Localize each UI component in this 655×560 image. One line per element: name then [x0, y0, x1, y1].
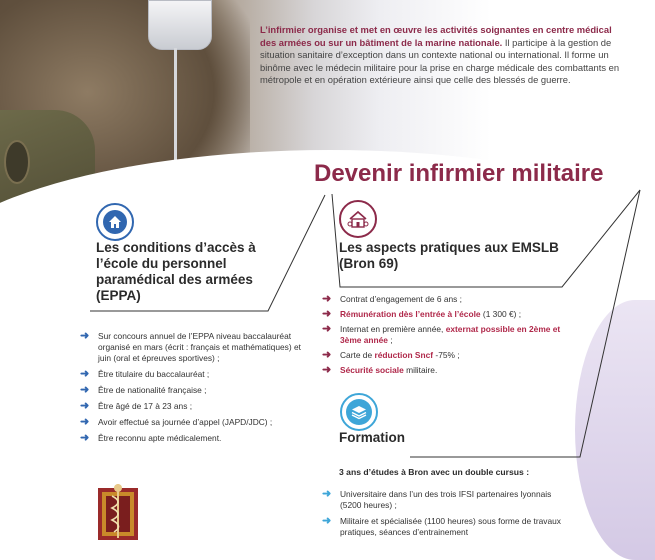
layers-icon-circle [340, 393, 378, 431]
home-icon [108, 215, 122, 229]
arrow-icon: ➜ [80, 432, 90, 444]
arrow-icon: ➜ [322, 364, 332, 376]
arrow-icon: ➜ [322, 323, 332, 335]
list-item: ➜ Carte de réduction Sncf -75% ; [322, 349, 460, 361]
arrow-icon: ➜ [80, 384, 90, 396]
list-item: ➜ Être reconnu apte médicalement. [80, 432, 222, 444]
list-item: ➜ Avoir effectué sa journée d’appel (JAPD/JDC) ; [80, 416, 273, 428]
list-item: ➜ Sécurité sociale militaire. [322, 364, 438, 376]
training-list [322, 489, 572, 543]
list-item: ➜ Contrat d’engagement de 6 ans ; [322, 293, 462, 305]
list-item: ➜ Sur concours annuel de l’EPPA niveau baccalauréat organisé en mars (écrit : français et mathématiques) et juin (oral et épreuves sportives) ; [80, 330, 301, 363]
arrow-icon: ➜ [322, 515, 332, 527]
house-icon-circle [339, 200, 377, 238]
list-item: ➜ Rémunération dès l’entrée à l’école (1 300 €) ; [322, 308, 522, 320]
section-training-title: Formation [339, 430, 405, 445]
arrow-icon: ➜ [322, 488, 332, 500]
arrow-icon: ➜ [80, 400, 90, 412]
arrow-icon: ➜ [322, 308, 332, 320]
list-item: ➜ Être âgé de 17 à 23 ans ; [80, 400, 193, 412]
arrow-icon: ➜ [80, 330, 90, 342]
arrow-icon: ➜ [80, 368, 90, 380]
arrow-icon: ➜ [322, 349, 332, 361]
list-item: ➜ Universitaire dans l’un des trois IFSI partenaires lyonnais (5200 heures) ; [322, 488, 552, 510]
list-item: ➜ Être titulaire du baccalauréat ; [80, 368, 210, 380]
section-practical-title: Les aspects pratiques aux EMSLB (Bron 69) [339, 240, 559, 271]
house-icon [347, 209, 369, 229]
section-access-title: Les conditions d’accès à l’école du personnel paramédical des armées (EPPA) [96, 240, 256, 303]
emblem-icon [96, 482, 140, 540]
home-icon-circle [96, 203, 134, 241]
page-title: Devenir infirmier militaire [314, 160, 604, 187]
training-subtitle: 3 ans d’études à Bron avec un double cursus : [339, 467, 530, 477]
list-item: ➜ Militaire et spécialisée (1100 heures) sous forme de travaux pratiques, séances d’entrainement [322, 515, 561, 537]
layers-icon [351, 404, 367, 420]
practical-list [322, 294, 567, 380]
arrow-icon: ➜ [322, 293, 332, 305]
list-item: ➜ Être de nationalité française ; [80, 384, 207, 396]
list-item: ➜ Internat en première année, externat possible en 2ème et 3ème année ; [322, 323, 561, 345]
intro-highlight: L’infirmier organise et met en œuvre les activités soignantes en centre médical des armées ou sur un bâtiment de la marine nationale. [260, 24, 612, 48]
intro-body: Il participe à la gestion de situation sanitaire d’exception dans un contexte national ou international. Il forme un binôme avec le médecin militaire pour la prise en charge médicale des combattants en métropole et en opération extérieure ainsi que celle des blessés de guerre. [260, 36, 620, 85]
arrow-icon: ➜ [80, 416, 90, 428]
access-list [80, 331, 310, 449]
